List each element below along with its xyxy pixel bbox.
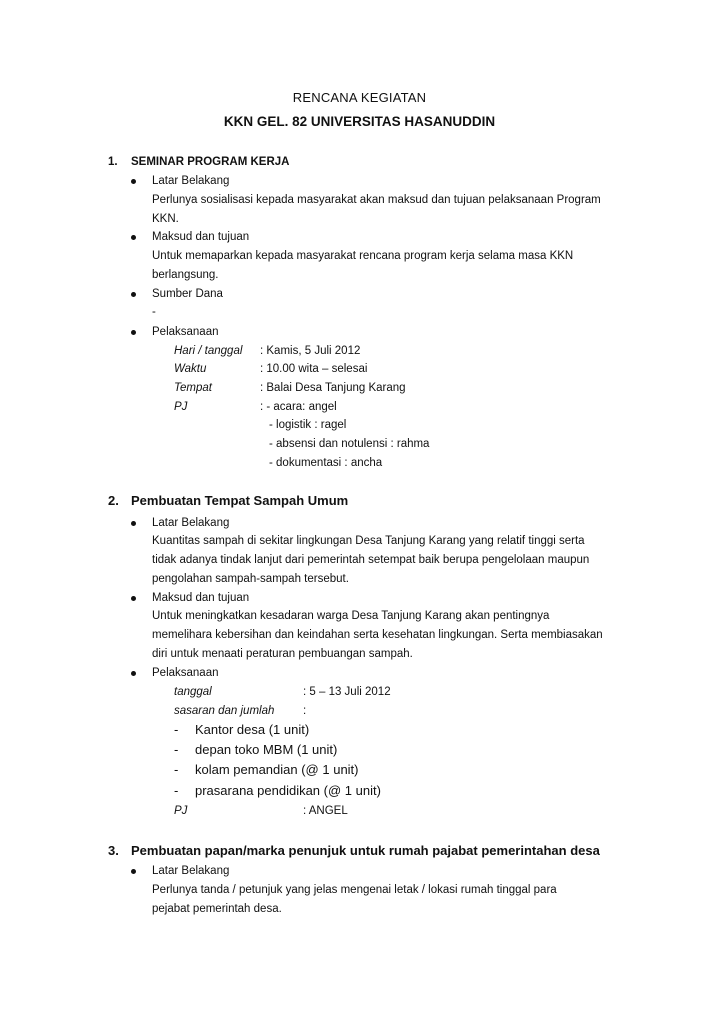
bullet-icon	[131, 596, 136, 601]
section-number: 3.	[108, 843, 119, 858]
target-dash: -	[174, 742, 179, 757]
document-subtitle: KKN GEL. 82 UNIVERSITAS HASANUDDIN	[223, 114, 496, 129]
maksud-text: berlangsung.	[152, 269, 219, 281]
bullet-icon	[131, 235, 136, 240]
document-title: RENCANA KEGIATAN	[292, 90, 427, 105]
latar-text: tidak adanya tindak lanjut dari pemerintah setempat baik berupa pengelolaan maupun	[152, 554, 590, 566]
detail-value: : Kamis, 5 Juli 2012	[260, 345, 361, 357]
detail-key: PJ	[174, 805, 188, 817]
target-item: prasarana pendidikan (@ 1 unit)	[195, 783, 381, 798]
target-dash: -	[174, 722, 179, 737]
bullet-icon	[131, 521, 136, 526]
detail-value: : 5 – 13 Juli 2012	[303, 686, 391, 698]
target-dash: -	[174, 783, 179, 798]
maksud-label: Maksud dan tujuan	[152, 592, 250, 604]
detail-key: Hari / tanggal	[174, 345, 243, 357]
target-dash: -	[174, 762, 179, 777]
bullet-icon	[131, 671, 136, 676]
maksud-text: diri untuk menaati peraturan pembuangan sampah.	[152, 648, 413, 660]
detail-key: tanggal	[174, 686, 212, 698]
latar-text: pengolahan sampah-sampah tersebut.	[152, 573, 349, 585]
bullet-icon	[131, 869, 136, 874]
detail-key: Waktu	[174, 363, 207, 375]
latar-label: Latar Belakang	[152, 175, 230, 187]
dana-label: Sumber Dana	[152, 288, 223, 300]
latar-text: pejabat pemerintah desa.	[152, 903, 282, 915]
detail-key: sasaran dan jumlah	[174, 705, 275, 717]
target-item: Kantor desa (1 unit)	[195, 722, 310, 737]
latar-text: Kuantitas sampah di sekitar lingkungan Desa Tanjung Karang yang relatif tinggi serta	[152, 535, 585, 547]
target-item: depan toko MBM (1 unit)	[195, 742, 338, 757]
latar-label: Latar Belakang	[152, 517, 230, 529]
bullet-icon	[131, 179, 136, 184]
detail-value: :	[303, 705, 307, 717]
section-number: 2.	[108, 493, 119, 508]
latar-text: Perlunya sosialisasi kepada masyarakat akan maksud dan tujuan pelaksanaan Program	[152, 194, 601, 206]
detail-value: : ANGEL	[303, 805, 348, 817]
detail-value: : - acara: angel	[260, 401, 337, 413]
pj-item: - absensi dan notulensi : rahma	[269, 438, 430, 450]
section-heading: Pembuatan Tempat Sampah Umum	[131, 493, 349, 508]
maksud-text: Untuk meningkatkan kesadaran warga Desa Tanjung Karang akan pentingnya	[152, 610, 550, 622]
latar-text: KKN.	[152, 213, 179, 225]
detail-value: : Balai Desa Tanjung Karang	[260, 382, 406, 394]
pj-item: - dokumentasi : ancha	[269, 457, 383, 469]
section-heading: Pembuatan papan/marka penunjuk untuk rumah pajabat pemerintahan desa	[131, 843, 600, 858]
detail-value: : 10.00 wita – selesai	[260, 363, 368, 375]
dana-value: -	[152, 306, 156, 318]
bullet-icon	[131, 330, 136, 335]
target-item: kolam pemandian (@ 1 unit)	[195, 762, 359, 777]
detail-key: PJ	[174, 401, 188, 413]
bullet-icon	[131, 292, 136, 297]
section-number: 1.	[108, 156, 118, 168]
latar-label: Latar Belakang	[152, 865, 230, 877]
pelaksanaan-label: Pelaksanaan	[152, 326, 219, 338]
latar-text: Perlunya tanda / petunjuk yang jelas mengenai letak / lokasi rumah tinggal para	[152, 884, 557, 896]
maksud-label: Maksud dan tujuan	[152, 231, 250, 243]
maksud-text: Untuk memaparkan kepada masyarakat rencana program kerja selama masa KKN	[152, 250, 574, 262]
pelaksanaan-label: Pelaksanaan	[152, 667, 219, 679]
maksud-text: memelihara kebersihan dan keindahan serta kesehatan lingkungan. Serta membiasakan	[152, 629, 603, 641]
section-heading: SEMINAR PROGRAM KERJA	[131, 156, 290, 168]
pj-item: - logistik : ragel	[269, 419, 347, 431]
detail-key: Tempat	[174, 382, 212, 394]
